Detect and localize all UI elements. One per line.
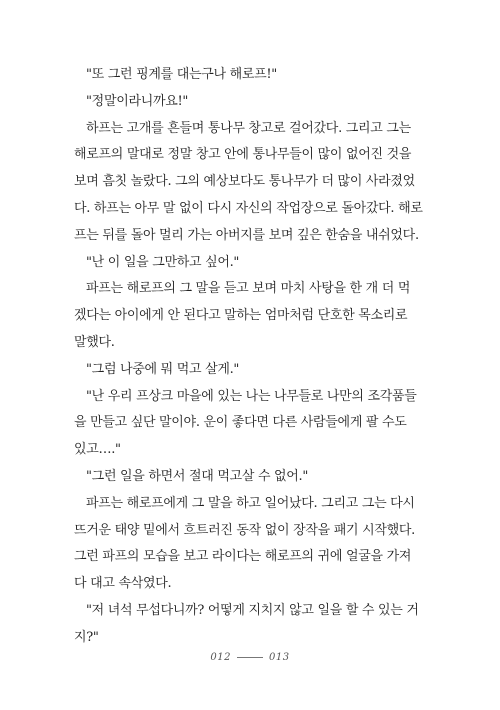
text-line: 다 대고 속삭였다. bbox=[74, 576, 172, 592]
folio-divider bbox=[237, 657, 263, 658]
text-line: 지?" bbox=[74, 629, 99, 645]
text-line: "난 이 일을 그만하고 싶어." bbox=[86, 254, 240, 270]
text-line: "그럼 나중에 뭐 먹고 살게." bbox=[86, 361, 240, 377]
text-line: 해로프의 말대로 정말 창고 안에 통나무들이 많이 없어진 것을 bbox=[74, 147, 412, 163]
text-line: 있고…." bbox=[74, 442, 121, 458]
text-line: 하프는 고개를 흔들며 통나무 창고로 걸어갔다. 그리고 그는 bbox=[86, 120, 411, 136]
text-line: 말했다. bbox=[74, 334, 115, 350]
text-line: "저 녀석 무섭다니까? 어떻게 지치지 않고 일을 할 수 있는 거 bbox=[86, 602, 419, 618]
text-line: 을 만들고 싶단 말이야. 운이 좋다면 다른 사람들에게 팔 수도 bbox=[74, 415, 407, 431]
text-line: "또 그런 핑계를 대는구나 해로프!" bbox=[86, 67, 277, 82]
page-folio bbox=[0, 652, 500, 663]
text-line: "난 우리 프상크 마을에 있는 나는 나무들로 나만의 조각품들 bbox=[86, 388, 417, 404]
text-line: 다. 하프는 아무 말 없이 다시 자신의 작업장으로 돌아갔다. 해로 bbox=[74, 200, 423, 216]
left-page-number: 012 bbox=[210, 652, 231, 663]
text-line: 프는 뒤를 돌아 멀리 가는 아버지를 보며 깊은 한숨을 내쉬었다. bbox=[74, 227, 419, 243]
text-line: 보며 흠칫 놀랐다. 그의 예상보다도 통나무가 더 많이 사라졌었 bbox=[74, 174, 415, 190]
text-line: "그런 일을 하면서 절대 먹고살 수 없어." bbox=[86, 468, 309, 484]
text-line: 파프는 해로프에게 그 말을 하고 일어났다. 그리고 그는 다시 bbox=[86, 495, 415, 511]
text-line: "정말이라니까요!" bbox=[86, 93, 189, 109]
body-text bbox=[74, 62, 434, 652]
text-line: 파프는 해로프의 그 말을 듣고 보며 마치 사탕을 한 개 더 먹 bbox=[86, 281, 411, 297]
text-line: 그런 파프의 모습을 보고 라이다는 해로프의 귀에 얼굴을 가져 bbox=[74, 549, 412, 565]
text-line: 뜨거운 태양 밑에서 흐트러진 동작 없이 장작을 패기 시작했다. bbox=[74, 522, 415, 538]
right-page-number: 013 bbox=[269, 652, 290, 663]
text-line: 겠다는 아이에게 안 된다고 말하는 엄마처럼 단호한 목소리로 bbox=[74, 308, 408, 324]
